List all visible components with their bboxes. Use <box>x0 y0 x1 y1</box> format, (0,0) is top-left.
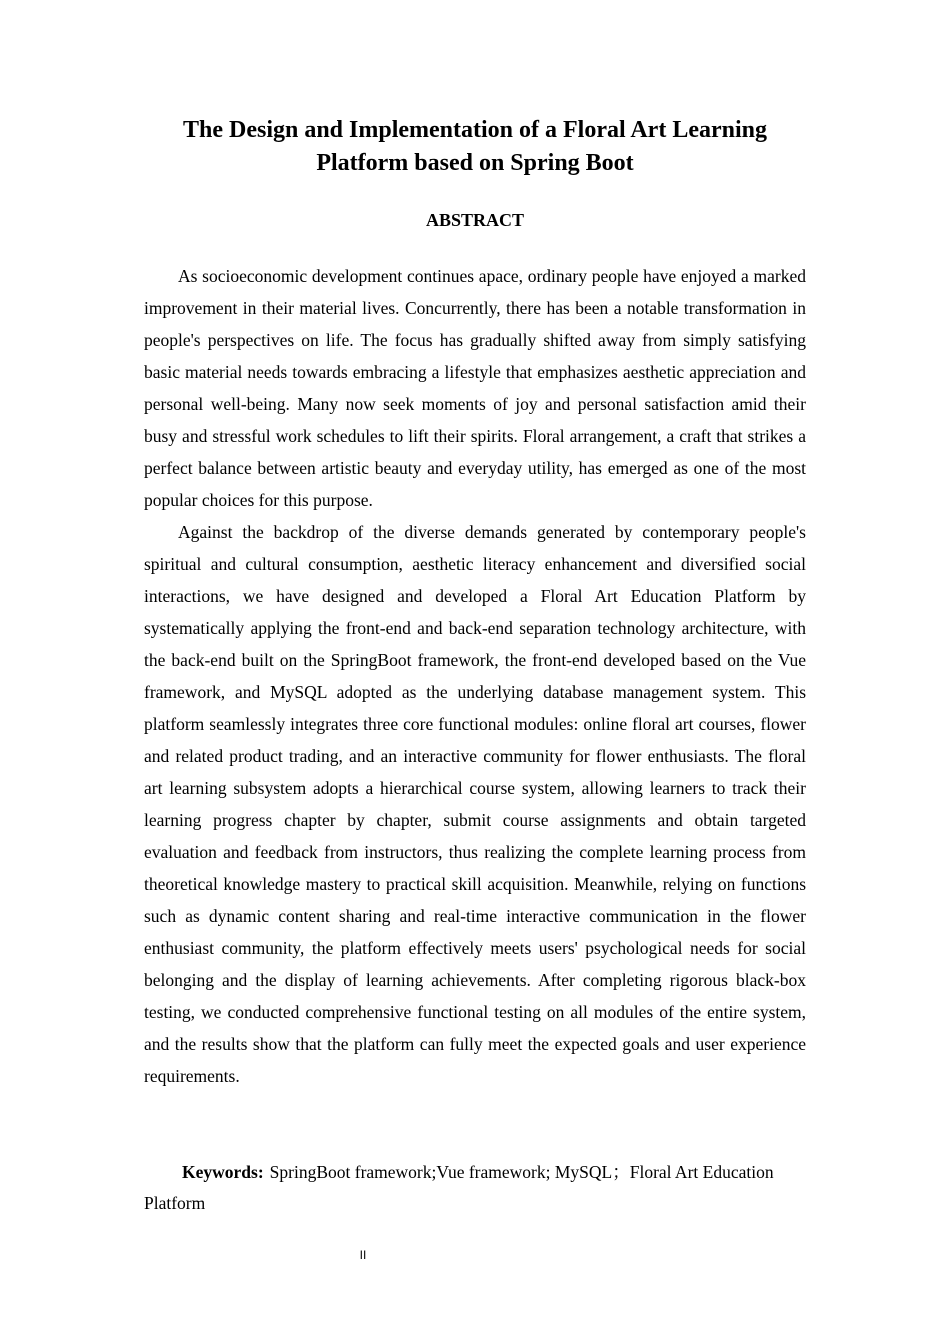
abstract-heading: ABSTRACT <box>425 210 525 230</box>
abstract-body <box>144 260 806 1092</box>
document-title <box>120 114 830 180</box>
abstract-paragraph-2: Against the backdrop of the diverse demands generated by contemporary people's spiritual and cultural consumption, aesthetic literacy enhancement and diversified social interactions, we have designed and developed a Floral Art Education Platform by systematically applying the front-end and back-end separation technology architecture, with the back-end built on the SpringBoot framework, the front-end developed based on the Vue framework, and MySQL adopted as the underlying database management system. This platform seamlessly integrates three core functional modules: online floral art courses, flower and related product trading, and an interactive community for flower enthusiasts. The floral art learning subsystem adopts a hierarchical course system, allowing learners to track their learning progress chapter by chapter, submit course assignments and obtain targeted evaluation and feedback from instructors, thus realizing the complete learning process from theoretical knowledge mastery to practical skill acquisition. Meanwhile, relying on functions such as dynamic content sharing and real-time interactive communication in the flower enthusiast community, the platform effectively meets users' psychological needs for social belonging and the display of learning achievements. After completing rigorous black-box testing, we conducted comprehensive functional testing on all modules of the entire system, and the results show that the platform can fully meet the expected goals and user experience requirements. <box>144 522 806 1086</box>
abstract-paragraph-1: As socioeconomic development continues apace, ordinary people have enjoyed a marked improvement in their material lives. Concurrently, there has been a notable transformation in people's perspectives on life. The focus has gradually shifted away from simply satisfying basic material needs towards embracing a lifestyle that emphasizes aesthetic appreciation and personal well-being. Many now seek moments of joy and personal satisfaction amid their busy and stressful work schedules to lift their spirits. Floral arrangement, a craft that strikes a perfect balance between artistic beauty and everyday utility, has emerged as one of the most popular choices for this purpose. <box>144 266 806 510</box>
title-line-2: Platform based on Spring Boot <box>316 150 634 176</box>
page-number: II <box>359 1248 367 1262</box>
keywords-text: SpringBoot framework;Vue framework; MySQL；Floral Art Education Platform <box>144 1162 774 1213</box>
title-line-1: The Design and Implementation of a Floral Art Learning <box>182 117 767 143</box>
keywords-section <box>144 1157 784 1219</box>
keywords-label: Keywords: <box>182 1162 264 1182</box>
